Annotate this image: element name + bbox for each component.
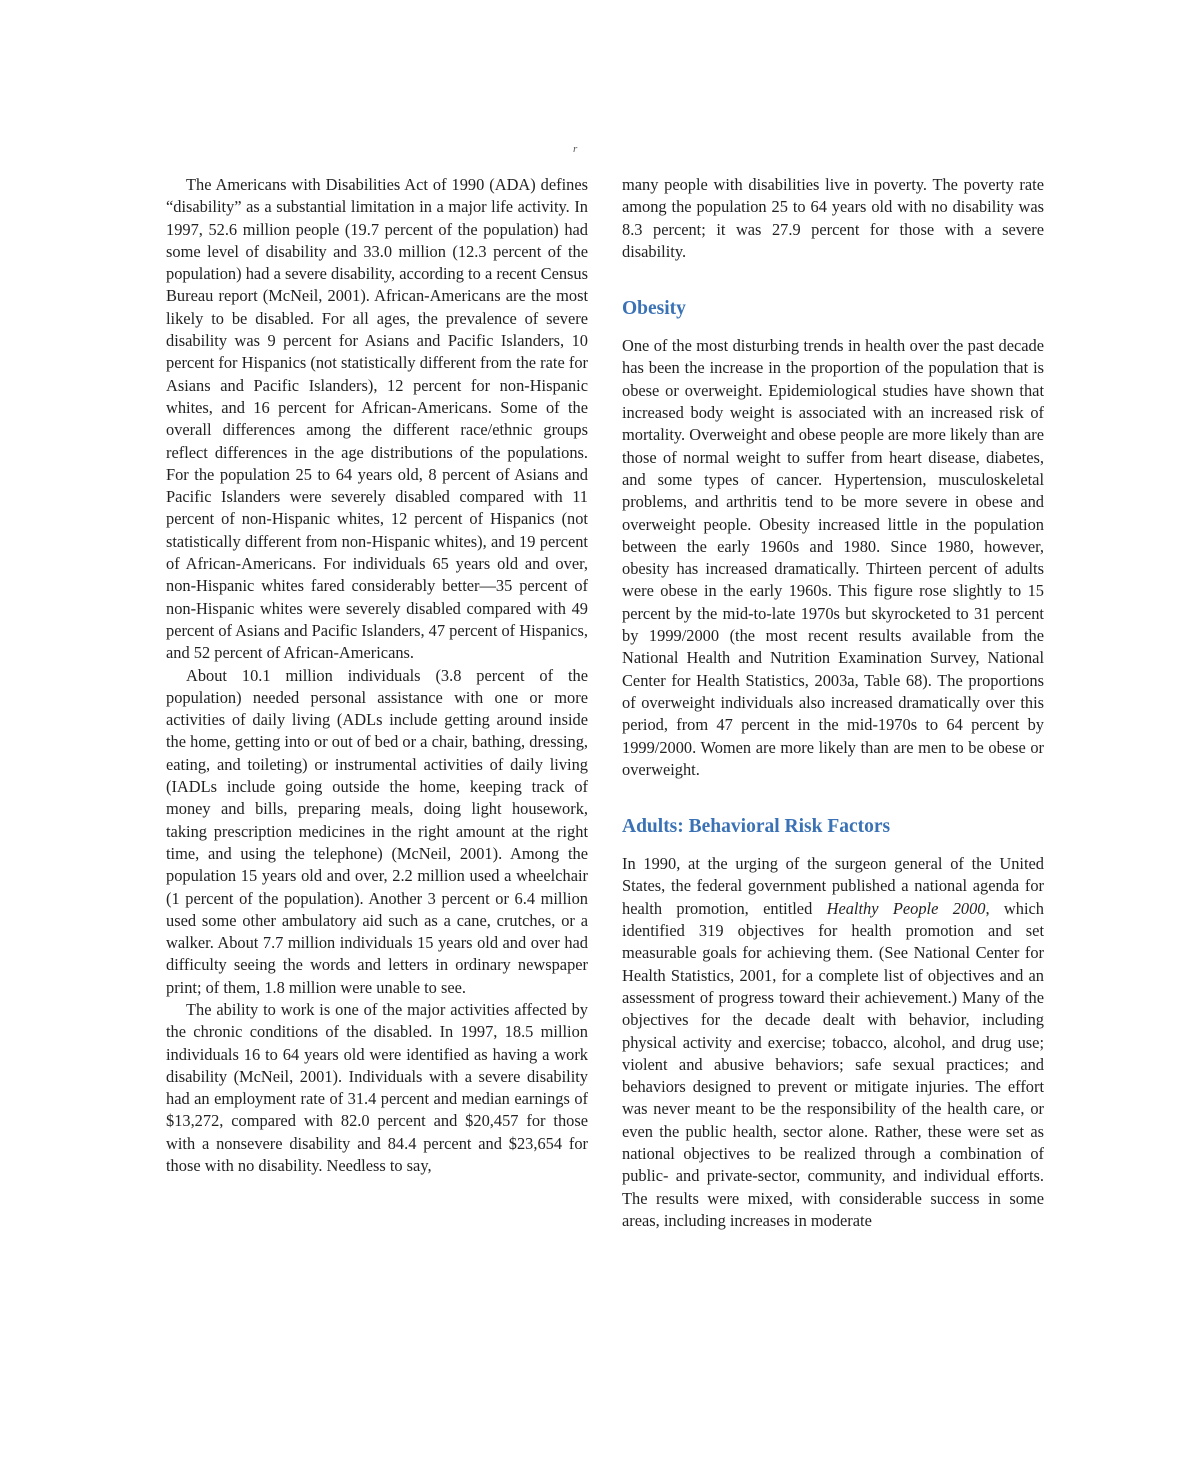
left-column — [166, 174, 588, 1177]
obesity-paragraph: One of the most disturbing trends in health over the past decade has been the increase in the proportion of the population that is obese or overweight. Epidemiological studies have shown that increased body weight is associated with an increased risk of mortality. Overweight and obese people are more likely than are those of normal weight to suffer from heart disease, diabetes, and some types of cancer. Hypertension, musculoskeletal problems, and arthritis tend to be more severe in obese and overweight people. Obesity increased little in the population between the early 1960s and 1980. Since 1980, however, obesity has increased dramatically. Thirteen percent of adults were obese in the early 1960s. This figure rose slightly to 15 percent by the mid-to-late 1970s but skyrocketed to 31 percent by 1999/2000 (the most recent results available from the National Health and Nutrition Examination Survey, National Center for Health Statistics, 2003a, Table 68). The proportions of overweight individuals also increased dramatically over this period, from 47 percent in the mid-1970s to 64 percent by 1999/2000. Women are more likely than are men to be obese or overweight. — [622, 336, 1044, 779]
page-mark: r — [573, 143, 578, 155]
behavioral-risk-heading: Adults: Behavioral Risk Factors — [622, 816, 891, 838]
behavioral-risk-text-end: , which identified 319 objectives for health promotion and set measurable goals for achieving them. (See National Center for Health Statistics, 2001, for a complete list of objectives and an assessment of progress toward their achievement.) Many of the objectives for the decade dealt with behavior, including physical activity and exercise; tobacco, alcohol, and drug use; violent and abusive behaviors; safe sexual practices; and behaviors designed to prevent or mitigate injuries. The effort was never meant to be the responsibility of the health care, or even the public health, sector alone. Rather, these were set as national objectives to be realized through a combination of public- and private-sector, community, and individual efforts. The results were mixed, with considerable success in some areas, including increases in moderate — [622, 898, 1044, 1230]
behavioral-risk-paragraph — [622, 853, 1044, 1232]
behavioral-risk-text-start: In 1990, at the urging of the surgeon general of the United States, the federal government published a national agenda for health promotion, entitled — [622, 854, 1044, 918]
continuation-paragraph: many people with disabilities live in poverty. The poverty rate among the population 25 to 64 years old with no disability was 8.3 percent; it was 27.9 percent for those with a severe disability. — [622, 175, 1044, 261]
disability-paragraph-1: The Americans with Disabilities Act of 1990 (ADA) defines “disability” as a substantial limitation in a major life activity. In 1997, 52.6 million people (19.7 percent of the population) had some level of disability and 33.0 million (12.3 percent of the population) had a severe disability, according to a recent Census Bureau report (McNeil, 2001). African-Americans are the most likely to be disabled. For all ages, the prevalence of severe disability was 9 percent for Asians and Pacific Islanders, 10 percent for Hispanics (not statistically different from the rate for Asians and Pacific Islanders), 12 percent for non-Hispanic whites, and 16 percent for African-Americans. Some of the overall differences among the different race/ethnic groups reflect differences in the age distributions of the populations. For the population 25 to 64 years old, 8 percent of Asians and Pacific Islanders were severely disabled compared with 11 percent of non-Hispanic whites, 12 percent of Hispanics (not statistically different from non-Hispanic whites), and 19 percent of African-Americans. For individuals 65 years old and over, non-Hispanic whites fared considerably better—35 percent of non-Hispanic whites were severely disabled compared with 49 percent of Asians and Pacific Islanders, 47 percent of Hispanics, and 52 percent of African-Americans. — [166, 175, 588, 663]
obesity-heading: Obesity — [622, 298, 686, 320]
right-column — [622, 174, 1044, 1232]
disability-paragraph-3: The ability to work is one of the major activities affected by the chronic conditions of the disabled. In 1997, 18.5 million individuals 16 to 64 years old were identified as having a work disability (McNeil, 2001). Individuals with a severe disability had an employment rate of 31.4 percent and median earnings of $13,272, compared with 82.0 percent and $20,457 for those with a nonsevere disability and 84.4 percent and $23,654 for those with no disability. Needless to say, — [166, 999, 588, 1176]
healthy-people-title: Healthy People 2000 — [826, 898, 986, 918]
disability-paragraph-2: About 10.1 million individuals (3.8 percent of the population) needed personal assistance with one or more activities of daily living (ADLs include getting around inside the home, getting into or out of bed or a chair, bathing, dressing, eating, and toileting) or instrumental activities of daily living (IADLs include going outside the home, keeping track of money and bills, preparing meals, doing light housework, taking prescription medicines in the right amount at the right time, and using the telephone) (McNeil, 2001). Among the population 15 years old and over, 2.2 million used a wheelchair (1 percent of the population). Another 3 percent or 6.4 million used some other ambulatory aid such as a cane, crutches, or a walker. About 7.7 million individuals 15 years old and over had difficulty seeing the words and letters in ordinary newspaper print; of them, 1.8 million were unable to see. — [166, 665, 588, 997]
